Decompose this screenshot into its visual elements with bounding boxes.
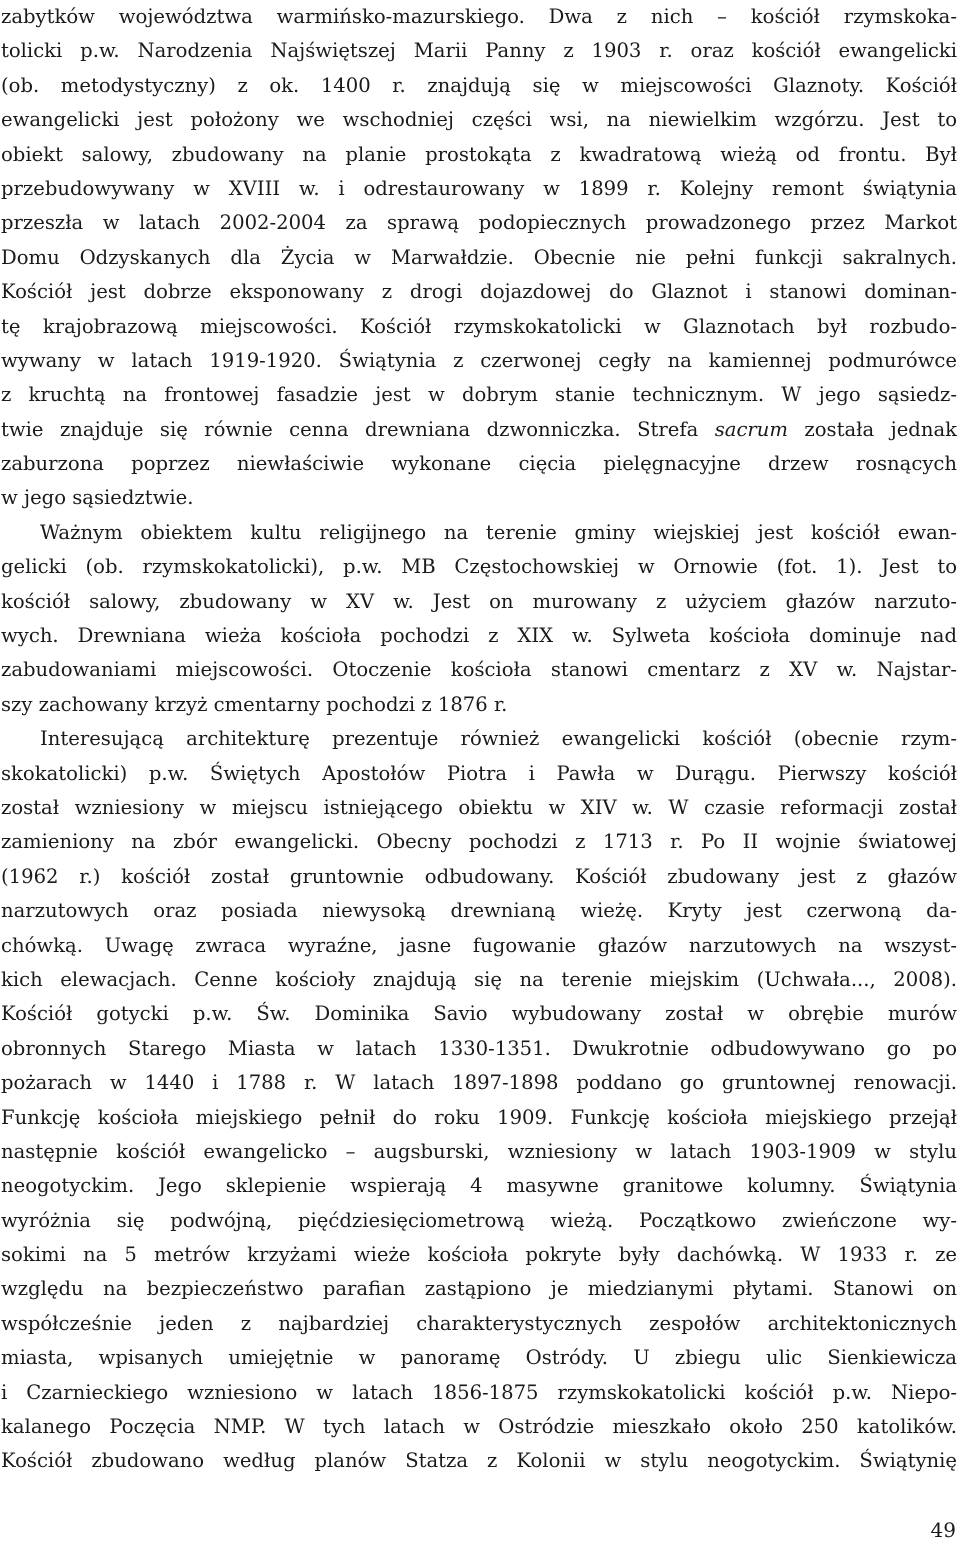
text-line: szy zachowany krzyż cmentarny pochodzi z 1876 r. <box>1 692 508 716</box>
text-line: (ob. metodystyczny) z ok. 1400 r. znajdują się w miejscowości Glaznoty. Kościół <box>1 73 957 97</box>
text-line: pożarach w 1440 i 1788 r. W latach 1897-1898 poddano go gruntownej renowacji. <box>1 1071 957 1095</box>
text-line: sokimi na 5 metrów krzyżami wieże kościoła pokryte były dachówką. W 1933 r. ze <box>1 1243 957 1267</box>
text-line: gelicki (ob. rzymskokatolicki), p.w. MB Częstochowskiej w Ornowie (fot. 1). Jest to <box>1 555 957 579</box>
text-span: została jednak <box>787 417 957 441</box>
body-text <box>1 0 957 1479</box>
text-line: Funkcję kościoła miejskiego pełnił do roku 1909. Funkcję kościoła miejskiego przejął <box>1 1105 957 1129</box>
text-line: skokatolicki) p.w. Świętych Apostołów Piotra i Pawła w Durągu. Pierwszy kościół <box>1 761 957 785</box>
text-line: przebudowywany w XVIII w. i odrestaurowany w 1899 r. Kolejny remont świątynia <box>1 176 957 200</box>
text-line: chówką. Uwagę zwraca wyraźne, jasne fugowanie głazów narzutowych na wszyst- <box>1 933 957 957</box>
page-number: 49 <box>930 1518 956 1542</box>
text-line: tę krajobrazową miejscowości. Kościół rzymskokatolicki w Glaznotach był rozbudo- <box>1 314 957 338</box>
text-line: zabudowaniami miejscowości. Otoczenie kościoła stanowi cmentarz z XV w. Najstar- <box>1 658 957 682</box>
text-line: (1962 r.) kościół został gruntownie odbudowany. Kościół zbudowany jest z głazów <box>1 864 957 888</box>
text-line: zaburzona poprzez niewłaściwie wykonane cięcia pielęgnacyjne drzew rosnących <box>1 452 957 476</box>
text-line: następnie kościół ewangelicko – augsburski, wzniesiony w latach 1903-1909 w stylu <box>1 1139 957 1163</box>
text-line: i Czarnieckiego wzniesiono w latach 1856-1875 rzymskokatolicki kościół p.w. Niepo- <box>1 1380 957 1404</box>
text-line: został wzniesiony w miejscu istniejącego obiektu w XIV w. W czasie reformacji został <box>1 795 957 819</box>
italic-term: sacrum <box>714 417 788 441</box>
text-line: z kruchtą na frontowej fasadzie jest w dobrym stanie technicznym. W jego sąsiedz- <box>1 383 957 407</box>
text-line <box>1 413 957 447</box>
text-line: wyróżnia się podwójną, pięćdziesięciometrową wieżą. Początkowo zwieńczone wy- <box>1 1208 957 1232</box>
text-line: ewangelicki jest położony we wschodniej części wsi, na niewielkim wzgórzu. Jest to <box>1 108 957 132</box>
text-line: neogotyckim. Jego sklepienie wspierają 4 masywne granitowe kolumny. Świątynia <box>1 1174 957 1198</box>
text-line: narzutowych oraz posiada niewysoką drewnianą wieżę. Kryty jest czerwoną da- <box>1 899 957 923</box>
text-line: obiekt salowy, zbudowany na planie prostokąta z kwadratową wieżą od frontu. Był <box>1 142 957 166</box>
text-line: Kościół zbudowano według planów Statza z Kolonii w stylu neogotyckim. Świątynię <box>1 1449 957 1473</box>
text-line: zabytków województwa warmińsko-mazurskiego. Dwa z nich – kościół rzymskoka- <box>1 5 957 28</box>
text-line: zamieniony na zbór ewangelicki. Obecny pochodzi z 1713 r. Po II wojnie światowej <box>1 830 957 854</box>
text-span: twie znajduje się równie cenna drewniana dzwonniczka. Strefa <box>1 417 715 441</box>
text-line: wywany w latach 1919-1920. Świątynia z czerwonej cegły na kamiennej podmurówce <box>1 348 957 372</box>
text-line: kalanego Poczęcia NMP. W tych latach w Ostródzie mieszkało około 250 katolików. <box>1 1415 957 1439</box>
text-line: tolicki p.w. Narodzenia Najświętszej Marii Panny z 1903 r. oraz kościół ewangelicki <box>1 39 957 63</box>
text-line: miasta, wpisanych umiejętnie w panoramę Ostródy. U zbiegu ulic Sienkiewicza <box>1 1346 957 1370</box>
text-line: względu na bezpieczeństwo parafian zastąpiono je miedzianymi płytami. Stanowi on <box>1 1277 957 1301</box>
text-line: Domu Odzyskanych dla Życia w Marwałdzie. Obecnie nie pełni funkcji sakralnych. <box>1 245 957 269</box>
text-line: w jego sąsiedztwie. <box>1 486 194 510</box>
text-line: Kościół gotycki p.w. Św. Dominika Savio wybudowany został w obrębie murów <box>1 1002 957 1026</box>
text-line: Kościół jest dobrze eksponowany z drogi dojazdowej do Glaznot i stanowi dominan- <box>1 280 957 304</box>
text-line: Ważnym obiektem kultu religijnego na terenie gminy wiejskiej jest kościół ewan- <box>40 520 957 544</box>
text-line: wych. Drewniana wieża kościoła pochodzi z XIX w. Sylweta kościoła dominuje nad <box>1 624 957 648</box>
text-line: obronnych Starego Miasta w latach 1330-1351. Dwukrotnie odbudowywano go po <box>1 1036 957 1060</box>
text-line: Interesującą architekturę prezentuje również ewangelicki kościół (obecnie rzym- <box>40 727 957 751</box>
text-line: kich elewacjach. Cenne kościoły znajdują się na terenie miejskim (Uchwała..., 2008). <box>1 967 957 991</box>
text-line: przeszła w latach 2002-2004 za sprawą podopiecznych prowadzonego przez Markot <box>1 211 957 235</box>
text-line: kościół salowy, zbudowany w XV w. Jest on murowany z użyciem głazów narzuto- <box>1 589 957 613</box>
text-line: współcześnie jeden z najbardziej charakterystycznych zespołów architektonicznych <box>1 1311 957 1335</box>
